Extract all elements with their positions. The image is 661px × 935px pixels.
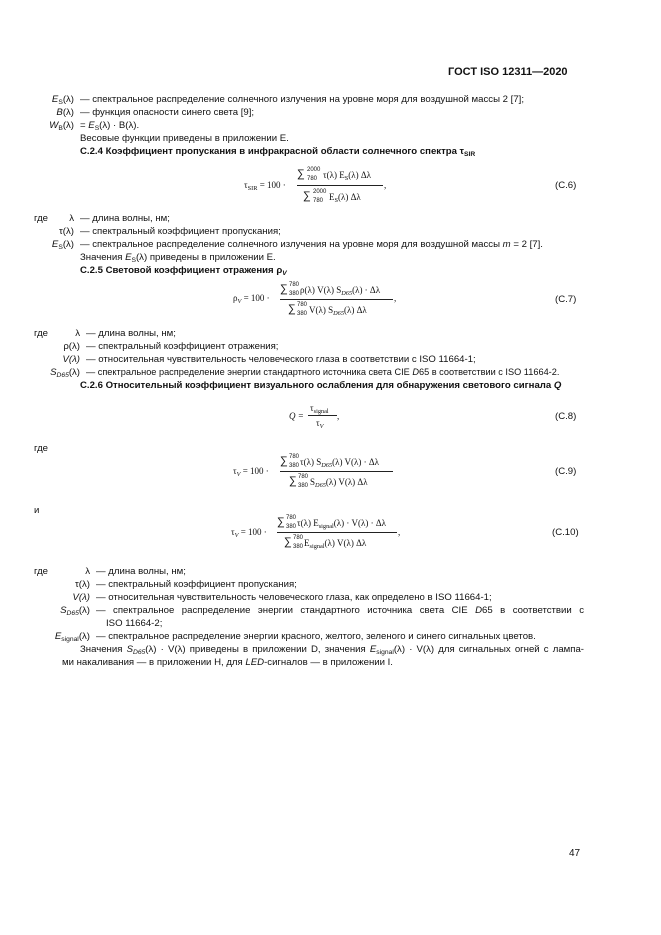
- symbol-sd65: $S_{D65}(\lambda)$: [50, 367, 80, 379]
- definition-text: — длина волны, нм;: [96, 566, 186, 577]
- symbol-es: $E_S(\lambda)$: [51, 94, 74, 106]
- symbol-wb: $W_B(\lambda)$: [49, 120, 74, 132]
- equation-number: (C.10): [552, 527, 579, 538]
- equation-number: (C.9): [555, 466, 577, 477]
- definition-text: — спектральное распределение солнечного излучения на уровне моря для воздушной массы m = 2 [7].: [80, 239, 543, 250]
- page-number: 47: [569, 848, 581, 859]
- symbol-lambda: λ: [85, 566, 90, 577]
- definition-text: ISO 11664-2;: [106, 618, 163, 629]
- equation-number: (C.7): [555, 294, 577, 305]
- closing-paragraph-line1: Значения $S_{D65}(\lambda) \cdot V(\lambda)$ приведены в приложении D, значения $E_{signal}(\lambda) \cdot V(\lambda)$ для сигнальных огней с лампа-: [80, 644, 585, 656]
- where-label: где: [34, 443, 49, 454]
- symbol-es: $E_S(\lambda)$: [51, 239, 74, 251]
- definition-text: — относительная чувствительность человеческого глаза в соответствии с ISO 11664-1;: [86, 354, 476, 365]
- symbol-esignal: $E_{signal}(\lambda)$: [54, 631, 90, 643]
- definition-text: — спектральный коэффициент пропускания;: [96, 579, 297, 590]
- definition-text: — длина волны, нм;: [86, 328, 176, 339]
- equation-number: (C.8): [555, 411, 577, 422]
- symbol-tau: τ(λ): [59, 226, 74, 237]
- symbol-v: V(λ): [72, 592, 90, 603]
- where-label: где: [34, 566, 49, 577]
- definition-text: — длина волны, нм;: [80, 213, 170, 224]
- where-label: где: [34, 328, 49, 339]
- document-code: ГОСТ ISO 12311—2020: [448, 66, 568, 78]
- definition-text: — спектральное распределение энергии стандартного источника света CIE D65 в соответствии с: [96, 605, 585, 616]
- symbol-lambda: λ: [75, 328, 80, 339]
- definition-text: — спектральный коэффициент отражения;: [86, 341, 279, 352]
- section-heading: C.2.5 Световой коэффициент отражения $\rho_V$: [80, 265, 287, 277]
- equation-number: (C.6): [555, 180, 577, 191]
- symbol-tau: τ(λ): [75, 579, 90, 590]
- definition-text: = $E_S(\lambda) \cdot B(\lambda)$.: [80, 120, 140, 132]
- symbol-rho: ρ(λ): [63, 341, 80, 352]
- symbol-b: B(λ): [56, 107, 74, 118]
- definition-text: — спектральный коэффициент пропускания;: [80, 226, 281, 237]
- section-heading: C.2.6 Относительный коэффициент визуального ослабления для обнаружения светового сигнала Q: [80, 380, 562, 391]
- section-heading: C.2.4 Коэффициент пропускания в инфракрасной области солнечного спектра $\tau_{SIR}$: [80, 146, 476, 158]
- where-label: где: [34, 213, 49, 224]
- definition-text: — относительная чувствительность человеческого глаза, как определено в ISO 11664-1;: [96, 592, 492, 603]
- definition-text: — спектральное распределение солнечного излучения на уровне моря для воздушной массы 2 [7];: [80, 94, 524, 105]
- paragraph: Значения $E_S(\lambda)$ приведены в приложении E.: [80, 252, 276, 264]
- closing-paragraph-line2: ми накаливания — в приложении H, для LED-сигналов — в приложении I.: [62, 657, 393, 668]
- definition-text: — спектральное распределение энергии стандартного источника света CIE D65 в соответствии с ISO 11664-2.: [86, 367, 560, 377]
- symbol-v: V(λ): [62, 354, 80, 365]
- symbol-sd65: $S_{D65}(\lambda)$: [60, 605, 90, 617]
- definition-text: — спектральное распределение энергии красного, желтого, зеленого и синего сигнальных цветов.: [96, 631, 536, 642]
- symbol-lambda: λ: [69, 213, 74, 224]
- paragraph: Весовые функции приведены в приложении E.: [80, 133, 289, 144]
- and-label: и: [34, 505, 40, 516]
- definition-text: — функция опасности синего света [9];: [80, 107, 255, 118]
